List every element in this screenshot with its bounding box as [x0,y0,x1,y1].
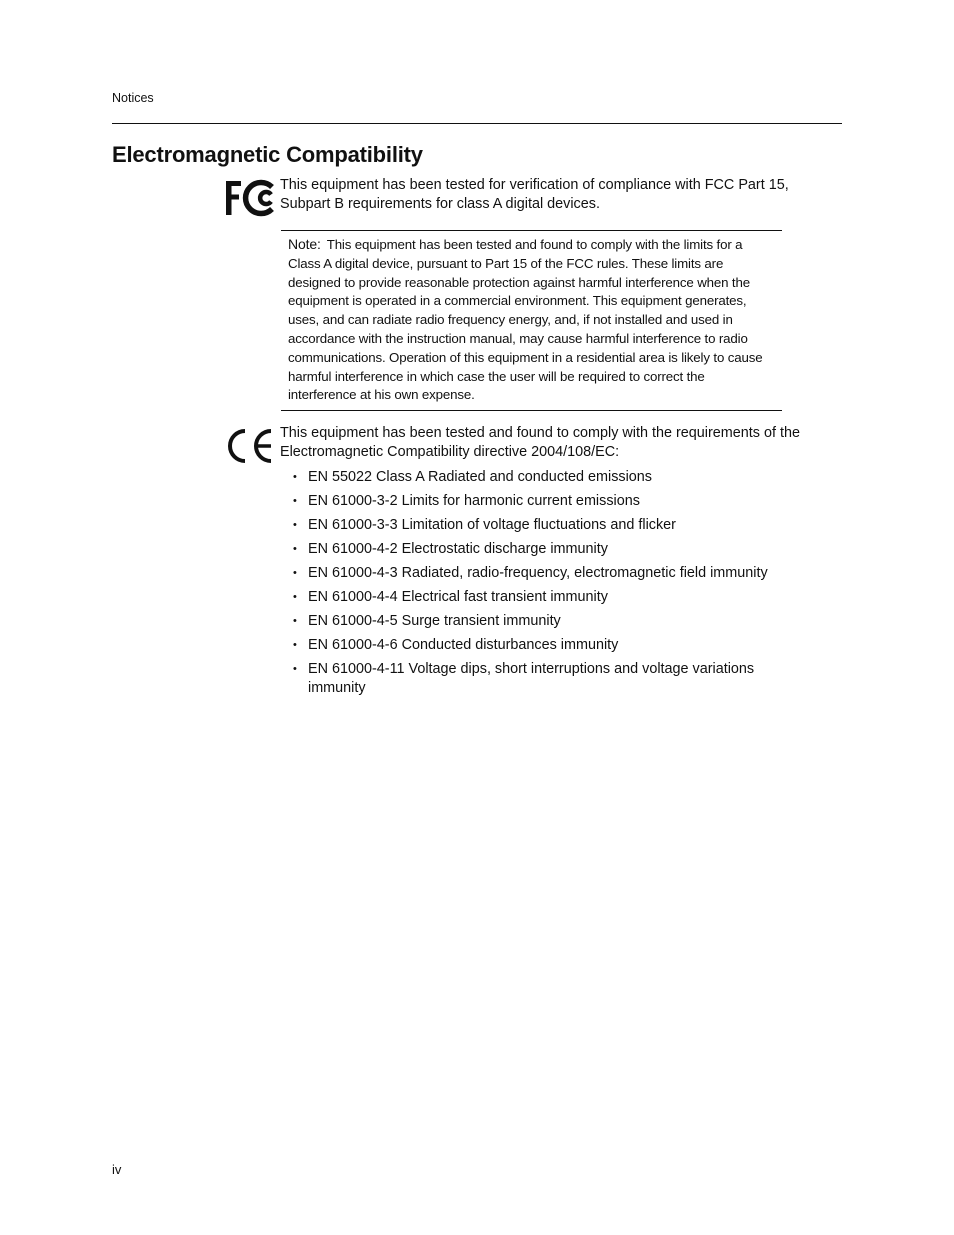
ce-mark-icon [226,428,276,464]
list-item [293,468,813,487]
standard-text: EN 61000-4-6 Conducted disturbances immunity [308,637,619,653]
fcc-logo-icon [224,178,276,218]
list-item [293,564,813,583]
list-item [293,588,813,607]
section-title: Electromagnetic Compatibility [112,142,423,167]
standard-text: EN 55022 Class A Radiated and conducted emissions [308,469,652,485]
bullet: • [293,663,297,675]
page-number: iv [112,1162,122,1177]
bullet: • [293,567,297,579]
bullet: • [293,519,297,531]
bullet: • [293,591,297,603]
standard-text: EN 61000-3-2 Limits for harmonic current emissions [308,493,640,509]
list-item [293,636,813,655]
note-text: This equipment has been tested and found to comply with the limits for a Class A digital device, pursuant to Part 15 of the FCC rules. These limits are designed to provide reasonable protection against harmful interference when the equipment is operated in a commercial environment. This equipment generates, uses, and can radiate radio frequency energy, and, if not installed and used in accordance with the instruction manual, may cause harmful interference to radio communications. Operation of this equipment in a residential area is likely to cause harmful interference in which case the user will be required to correct the interference at his own expense. [288,237,763,403]
standard-text: EN 61000-4-3 Radiated, radio-frequency, electromagnetic field immunity [308,565,768,581]
fcc-note [281,230,782,411]
bullet: • [293,543,297,555]
bullet: • [293,471,297,483]
list-item [293,516,813,535]
list-item [293,540,813,559]
header-divider [112,123,842,124]
standards-list [293,468,813,703]
standard-text: EN 61000-4-4 Electrical fast transient immunity [308,589,608,605]
standard-text: EN 61000-4-11 Voltage dips, short interruptions and voltage variations immunity [308,661,755,696]
list-item [293,492,813,511]
list-item [293,612,813,631]
standard-text: EN 61000-4-2 Electrostatic discharge immunity [308,541,608,557]
bullet: • [293,639,297,651]
running-header: Notices [112,91,154,105]
standard-text: EN 61000-4-5 Surge transient immunity [308,613,561,629]
bullet: • [293,495,297,507]
standard-text: EN 61000-3-3 Limitation of voltage fluctuations and flicker [308,517,676,533]
bullet: • [293,615,297,627]
fcc-compliance-statement: This equipment has been tested for verification of compliance with FCC Part 15, Subpart B requirements for class A digital devices. [280,177,789,212]
note-label: Note: [288,236,321,252]
list-item [293,660,813,698]
ce-compliance-statement: This equipment has been tested and found to comply with the requirements of the Electromagnetic Compatibility directive 2004/108/EC: [280,425,800,460]
